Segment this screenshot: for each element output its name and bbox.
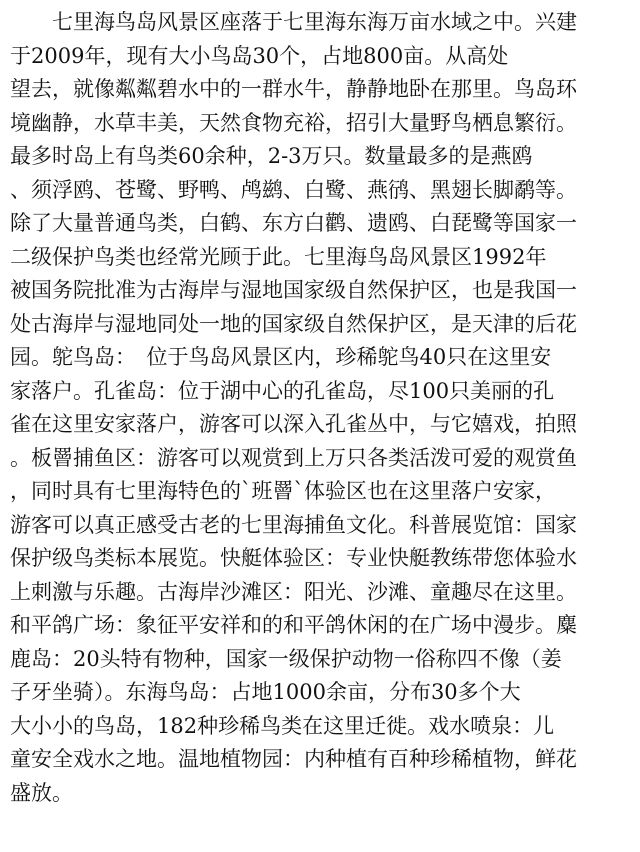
text-line: 鹿岛：20头特有物种，国家一级保护动物一俗称四不像（姜 [10, 646, 562, 671]
text-line: 和平鸽广场：象征平安祥和的和平鸽休闲的在广场中漫步。麋 [10, 613, 577, 637]
text-line: 雀在这里安家落户，游客可以深入孔雀丛中，与它嬉戏，拍照 [10, 412, 577, 436]
text-line: 盛放。 [10, 780, 73, 805]
text-line: 游客可以真正感受古老的七里海捕鱼文化。科普展览馆：国家 [10, 512, 577, 537]
text-line: 处古海岸与湿地同处一地的国家级自然保护区，是天津的后花 [10, 311, 577, 336]
text-line: 、须浮鸥、苍鹭、野鸭、鸬鹚、白鹭、燕鸻、黑翅长脚鹬等。 [10, 177, 577, 202]
text-line: 被国务院批准为古海岸与湿地国家级自然保护区，也是我国一 [10, 278, 577, 302]
text-line: 于2009年，现有大小鸟岛30个，占地800亩。从高处 [10, 43, 509, 68]
text-line: 家落户。孔雀岛：位于湖中心的孔雀岛，尽100只美丽的孔 [10, 378, 555, 403]
text-line: 境幽静，水草丰美，天然食物充裕，招引大量野鸟栖息繁衍。 [10, 110, 577, 135]
text-line: 二级保护鸟类也经常光顾于此。七里海鸟岛风景区1992年 [10, 244, 547, 269]
text-line: 大小小的鸟岛，182种珍稀鸟类在这里迁徙。戏水喷泉：儿 [10, 713, 555, 738]
text-line: 除了大量普通鸟类，白鹤、东方白鹳、遗鸥、白琵鹭等国家一 [10, 211, 577, 235]
text-line: 。板罾捕鱼区：游客可以观赏到上万只各类活泼可爱的观赏鱼 [10, 445, 577, 470]
text-line: 童安全戏水之地。温地植物园：内种植有百种珍稀植物，鲜花 [10, 747, 577, 771]
text-line: 上刺激与乐趣。古海岸沙滩区：阳光、沙滩、童趣尽在这里。 [10, 579, 577, 604]
text-line: 望去，就像粼粼碧水中的一群水牛，静静地卧在那里。鸟岛环 [10, 77, 577, 101]
text-line: 保护级鸟类标本展览。快艇体验区：专业快艇教练带您体验水 [10, 546, 577, 570]
text-line: 最多时岛上有鸟类60余种，2-3万只。数量最多的是燕鸥 [10, 144, 533, 168]
text-line: 园。鸵鸟岛： 位于鸟岛风景区内，珍稀鸵鸟40只在这里安 [10, 345, 552, 369]
text-line: ，同时具有七里海特色的`班罾`体验区也在这里落户安家， [10, 479, 556, 503]
text-line: 七里海鸟岛风景区座落于七里海东海万亩水域之中。兴建 [10, 10, 577, 34]
text-line: 子牙坐骑）。东海鸟岛：占地1000余亩，分布30多个大 [10, 680, 521, 704]
